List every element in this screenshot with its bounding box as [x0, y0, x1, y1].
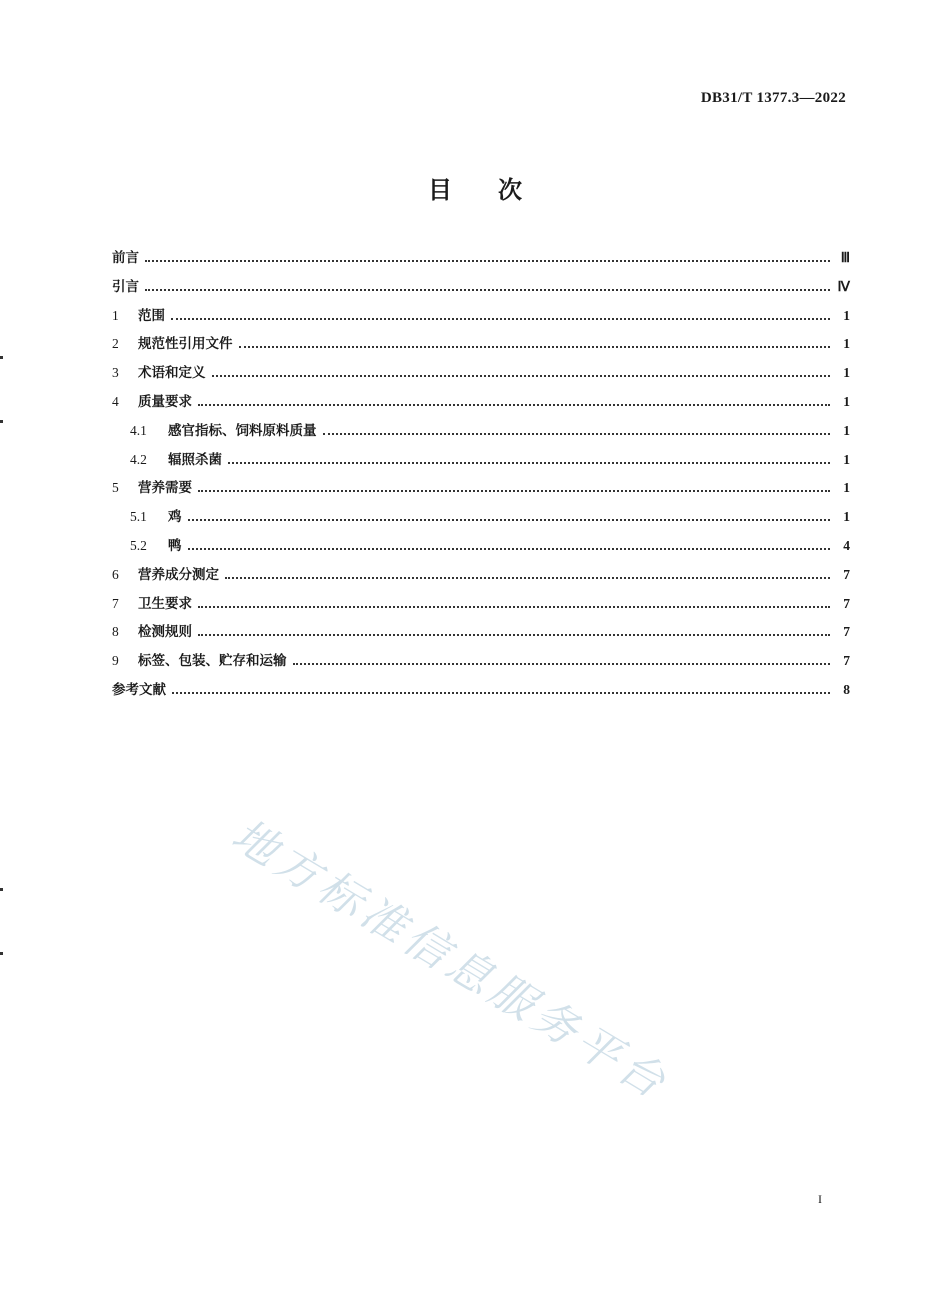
toc-entry-scope[interactable]	[112, 304, 850, 333]
toc-entry-nutrient-requirements[interactable]	[112, 476, 850, 505]
scan-margin-mark	[0, 420, 3, 423]
toc-label: 感官指标、饲料原料质量	[168, 422, 317, 439]
page-number: I	[818, 1192, 822, 1206]
toc-label: 营养需要	[138, 480, 192, 497]
toc-label: 营养成分测定	[138, 566, 219, 583]
toc-page: 1	[843, 307, 850, 323]
toc-number: 1	[112, 307, 119, 323]
scan-margin-mark	[0, 952, 3, 955]
standard-code: DB31/T 1377.3—2022	[700, 90, 846, 106]
toc-leader	[225, 577, 830, 579]
toc-page: Ⅳ	[837, 278, 850, 294]
scan-margin-mark	[0, 356, 3, 359]
toc-page: 7	[843, 566, 850, 582]
toc-number: 4.2	[130, 451, 147, 467]
toc-number: 5.2	[130, 537, 147, 553]
toc-leader	[323, 433, 831, 435]
toc-label: 检测规则	[138, 624, 192, 641]
toc-label: 参考文献	[112, 681, 166, 698]
toc-label: 鸭	[168, 537, 182, 554]
toc-page: 7	[843, 595, 850, 611]
toc-label: 质量要求	[138, 393, 192, 410]
toc-entry-irradiation-sterilization[interactable]	[112, 448, 850, 477]
toc-entry-introduction[interactable]	[112, 275, 850, 304]
toc-label: 引言	[112, 278, 139, 295]
toc-leader	[145, 289, 830, 291]
toc-label: 术语和定义	[138, 365, 206, 382]
toc-page: 1	[843, 422, 850, 438]
toc-leader	[172, 692, 830, 694]
toc-label: 范围	[138, 307, 165, 324]
toc-leader	[198, 634, 830, 636]
toc-entry-chicken[interactable]	[112, 505, 850, 534]
toc-number: 6	[112, 566, 119, 582]
table-of-contents	[112, 246, 850, 707]
scan-margin-mark	[0, 888, 3, 891]
toc-label: 鸡	[168, 509, 182, 526]
toc-entry-normative-references[interactable]	[112, 332, 850, 361]
page-title: 目次	[428, 176, 568, 204]
toc-label: 卫生要求	[138, 595, 192, 612]
toc-entry-sensory-indicators[interactable]	[112, 419, 850, 448]
toc-page: 8	[843, 681, 850, 697]
toc-entry-hygiene-requirements[interactable]	[112, 592, 850, 621]
toc-page: 1	[843, 509, 850, 525]
toc-number: 7	[112, 595, 119, 611]
toc-leader	[228, 462, 830, 464]
toc-entry-inspection-rules[interactable]	[112, 620, 850, 649]
toc-page: 1	[843, 451, 850, 467]
toc-entry-terms-definitions[interactable]	[112, 361, 850, 390]
toc-number: 8	[112, 624, 119, 640]
toc-number: 5.1	[130, 509, 147, 525]
toc-leader	[212, 375, 831, 377]
toc-label: 辐照杀菌	[168, 451, 222, 468]
toc-page: 4	[843, 537, 850, 553]
toc-leader	[239, 346, 831, 348]
toc-leader	[198, 490, 830, 492]
toc-number: 5	[112, 480, 119, 496]
toc-entry-quality-requirements[interactable]	[112, 390, 850, 419]
toc-leader	[293, 663, 831, 665]
toc-number: 9	[112, 653, 119, 669]
toc-leader	[188, 548, 831, 550]
toc-entry-labeling-packaging[interactable]	[112, 649, 850, 678]
toc-page: 1	[843, 365, 850, 381]
toc-label: 前言	[112, 250, 139, 266]
toc-number: 2	[112, 336, 119, 352]
toc-leader	[171, 318, 830, 320]
toc-entry-bibliography[interactable]	[112, 678, 850, 707]
toc-page: 1	[843, 393, 850, 409]
toc-page: Ⅲ	[840, 250, 850, 265]
toc-number: 4	[112, 393, 119, 409]
toc-page: 7	[843, 624, 850, 640]
toc-entry-nutrient-determination[interactable]	[112, 563, 850, 592]
toc-page: 1	[843, 336, 850, 352]
toc-label: 规范性引用文件	[138, 336, 233, 353]
toc-number: 4.1	[130, 422, 147, 438]
toc-label: 标签、包装、贮存和运输	[138, 653, 287, 670]
toc-entry-duck[interactable]	[112, 534, 850, 563]
toc-number: 3	[112, 365, 119, 381]
toc-leader	[198, 606, 830, 608]
toc-leader	[198, 404, 830, 406]
watermark-text: 地方标准信息服务平台	[223, 809, 678, 1111]
toc-leader	[145, 260, 830, 262]
toc-page: 1	[843, 480, 850, 496]
toc-leader	[188, 519, 831, 521]
toc-entry-foreword[interactable]	[112, 246, 850, 275]
toc-page: 7	[843, 653, 850, 669]
